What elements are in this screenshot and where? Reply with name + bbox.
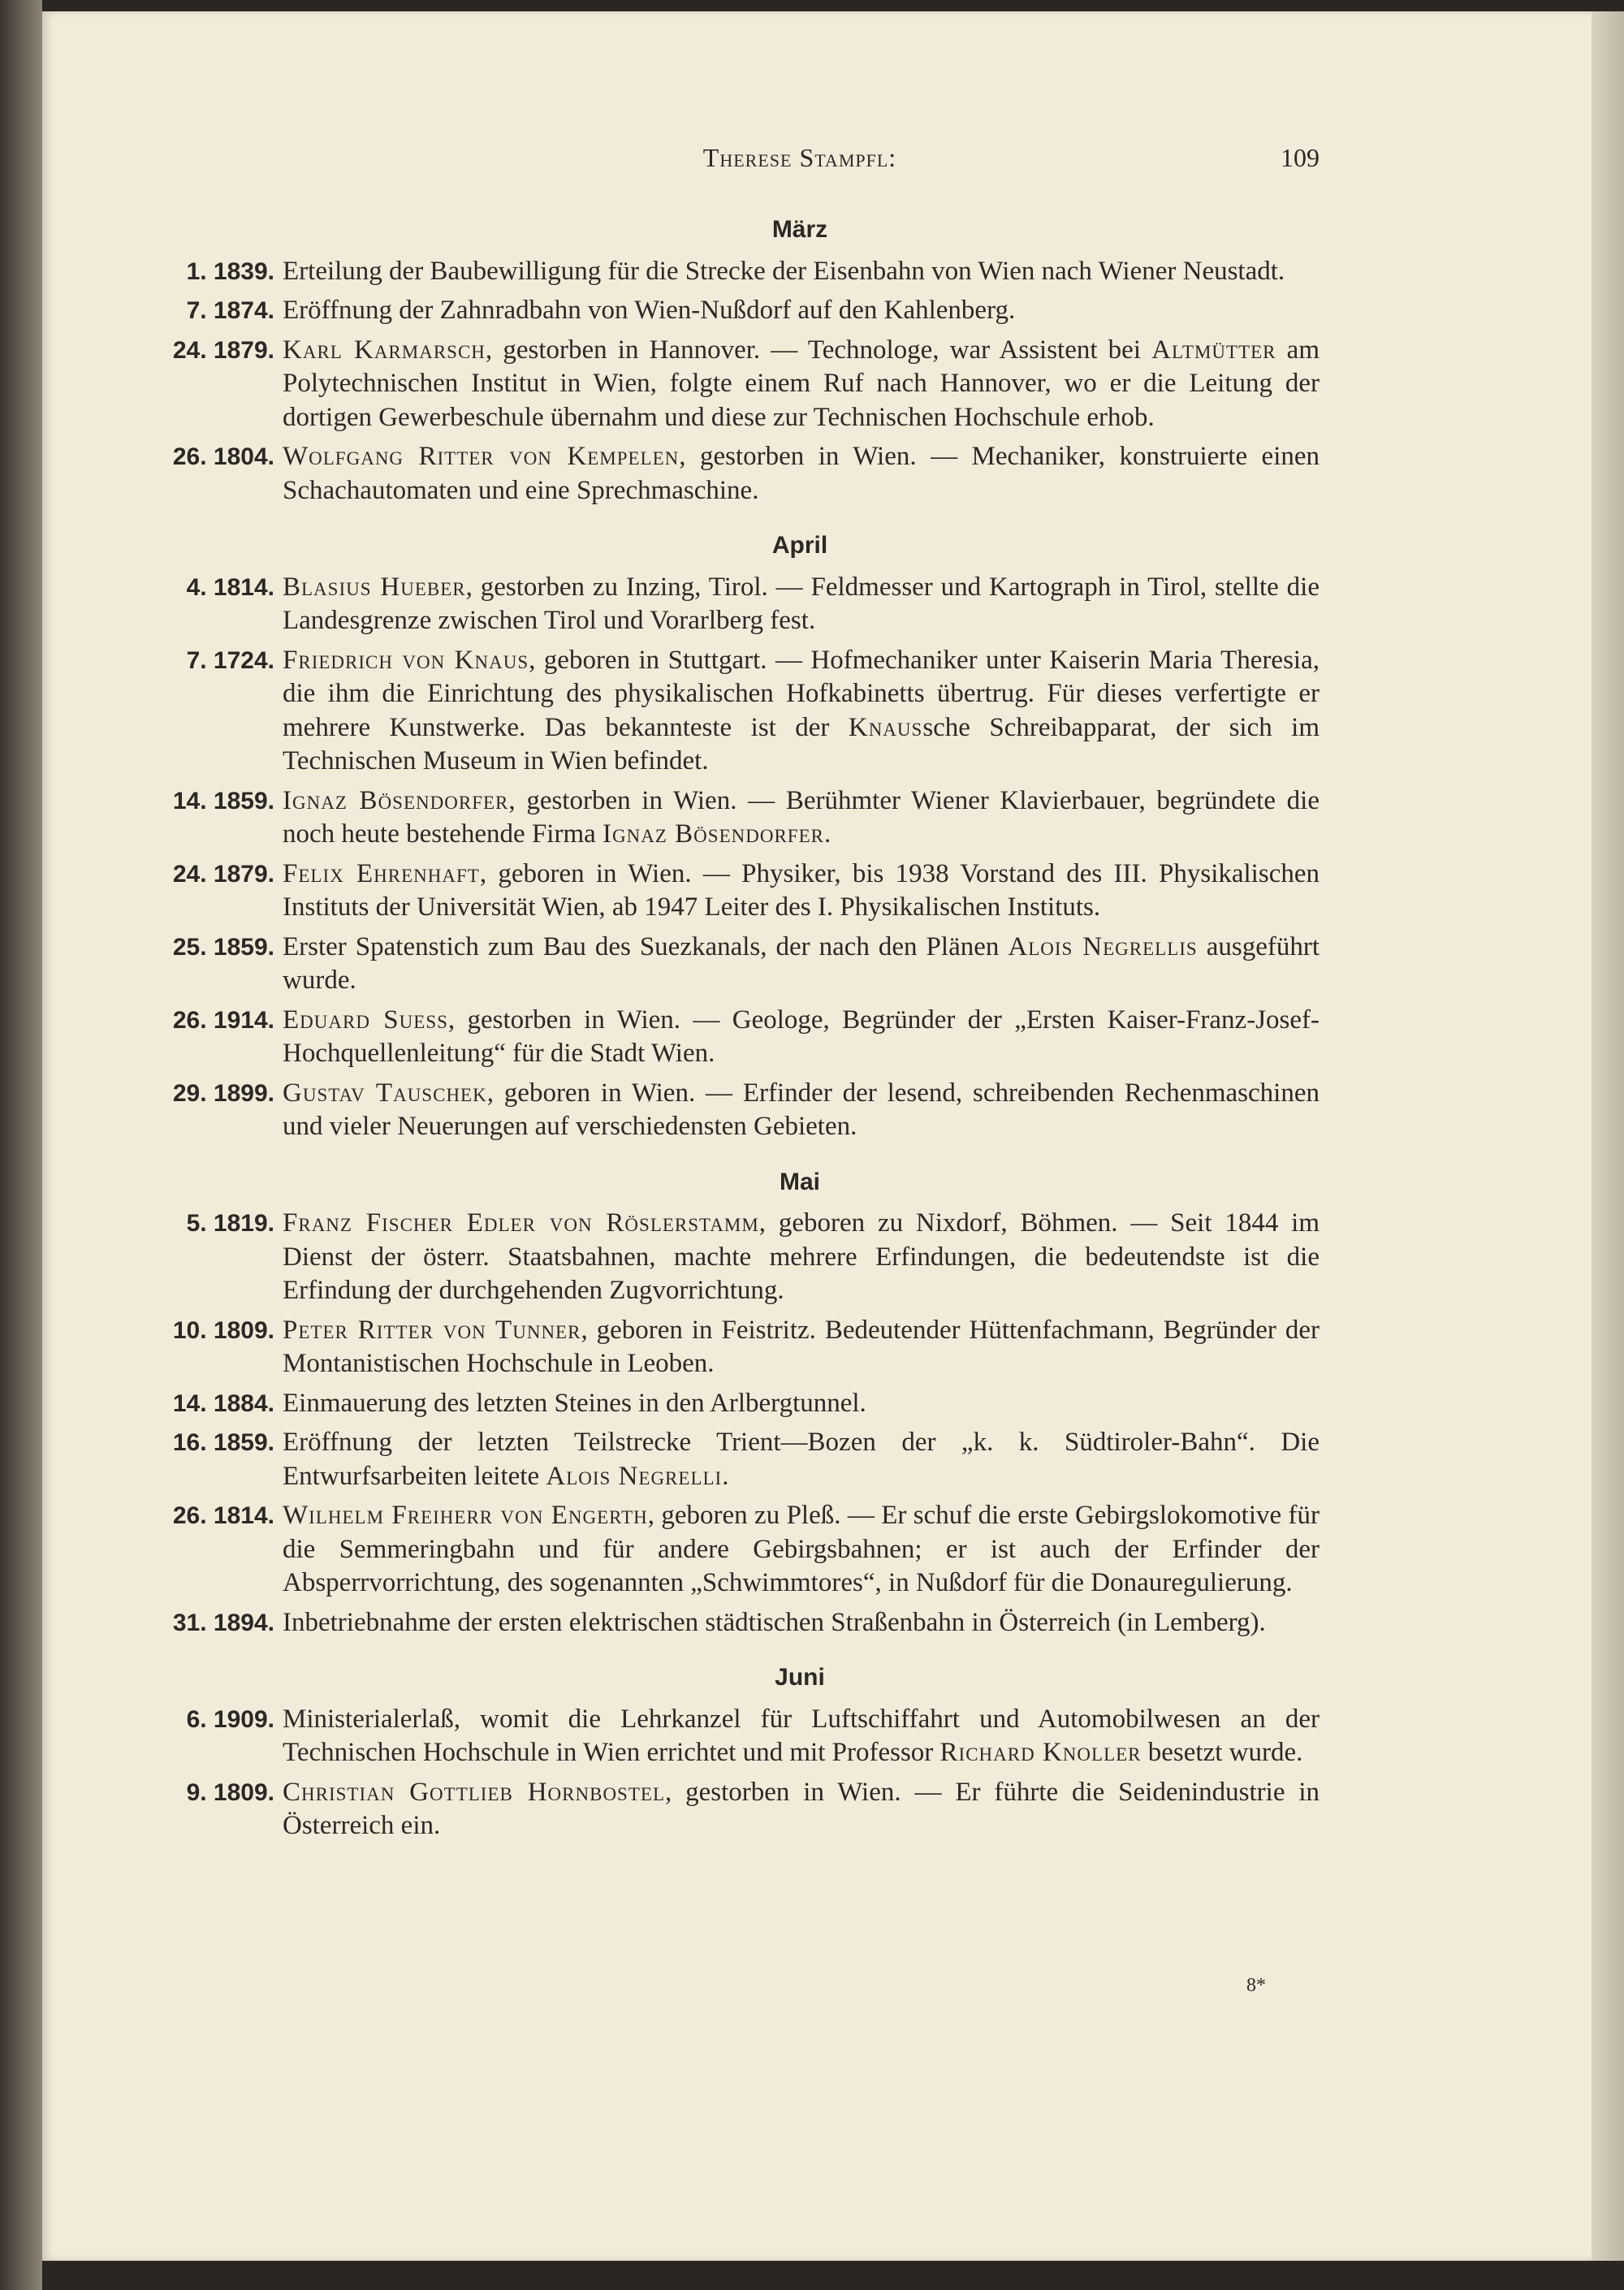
entry-text: [283, 440, 1320, 508]
entry-text-run: Inbetriebnahme der ersten elektrischen städtischen Straßenbahn in Österreich (in Lemberg).: [283, 1607, 1266, 1637]
entry-text-run: .: [823, 819, 831, 849]
entry-date: 1. 1839.: [186, 257, 274, 285]
entry-text: [283, 1314, 1320, 1381]
chronology-entry: [146, 571, 1320, 638]
chronology-entry: [146, 858, 1320, 925]
entry-text-run: , gestorben zu Inzing, Tirol. — Feldmesser und Kartograph in Tirol, stellte die Landesgrenze zwischen Tirol und Vorarlberg fest.: [283, 572, 1320, 635]
person-name: Christian Gottlieb Hornbostel: [283, 1777, 665, 1807]
chronology-entry: [146, 1387, 1320, 1421]
entry-text-run: am Polytechnischen Institut in Wien, folgte einem Ruf nach Hannover, wo er die Leitung der dortigen Gewerbeschule übernahm und diese zur Technischen Hochschule erhob.: [283, 335, 1320, 432]
person-name: Franz Fischer Edler von Röslerstamm: [283, 1208, 759, 1238]
entry-text-run: , geboren zu Pleß. — Er schuf die erste Gebirgslokomotive für die Semmeringbahn und für andere Gebirgsbahnen; er ist auch der Erfinder der Absperrvorrichtung, des sogenannten „Schwimmtores“, in Nußdorf für die Donauregulierung.: [283, 1501, 1320, 1597]
entry-date: 24. 1879.: [172, 860, 274, 888]
entry-text: [283, 644, 1320, 779]
entry-text-run: , geboren in Wien. — Physiker, bis 1938 Vorstand des III. Physikalischen Instituts der Universität Wien, ab 1947 Leiter des I. Physikalischen Instituts.: [283, 858, 1320, 922]
chronology-entry: [146, 255, 1320, 289]
running-header: [280, 143, 1320, 179]
person-name: Eduard Suess: [283, 1005, 448, 1035]
entry-date: 6. 1909.: [186, 1705, 274, 1733]
entry-date: 4. 1814.: [186, 573, 274, 601]
person-name: Peter Ritter von Tunner: [283, 1315, 581, 1345]
book-spine-edge: [0, 0, 42, 2290]
chronology-entry: [146, 931, 1320, 998]
entry-text: [283, 1499, 1320, 1601]
entry-text-run: .: [722, 1461, 729, 1491]
month-heading: März: [771, 216, 828, 243]
entry-date: 26. 1804.: [172, 443, 274, 470]
entry-text: [283, 1776, 1320, 1843]
entry-date: 26. 1814.: [172, 1502, 274, 1529]
chronology-entry: [146, 1314, 1320, 1381]
entry-date: 10. 1809.: [172, 1316, 274, 1344]
signature-mark: 8*: [1246, 1975, 1266, 1996]
chronology-entry: [146, 1004, 1320, 1071]
entry-text-run: Erster Spatenstich zum Bau des Suezkanals, der nach den Plänen: [283, 931, 1009, 961]
person-name: Gustav Tauschek: [283, 1078, 487, 1108]
entry-text-run: , geboren zu Nixdorf, Böhmen. — Seit 1844 im Dienst der österr. Staatsbahnen, machte mehrere Erfindungen, die bedeutendste ist die Erfindung der durchgehenden Zugvorrichtung.: [283, 1208, 1320, 1305]
entry-text: [283, 334, 1320, 435]
person-name: Altmütter: [1151, 335, 1276, 365]
entry-text-run: , gestorben in Wien. — Berühmter Wiener Klavierbauer, begründete die noch heute bestehende Firma: [283, 785, 1320, 849]
entry-text: [283, 1004, 1320, 1071]
entry-text-run: , geboren in Feistritz. Bedeutender Hüttenfachmann, Begründer der Montanistischen Hochschule in Leoben.: [283, 1315, 1320, 1378]
chronology-entry: [146, 294, 1320, 328]
chronology: [146, 213, 1320, 1849]
entry-text: [283, 931, 1320, 998]
entry-text: [283, 571, 1320, 638]
entry-text-run: besetzt wurde.: [1141, 1738, 1303, 1767]
entry-date: 26. 1914.: [172, 1006, 274, 1034]
entry-text: [283, 1703, 1320, 1770]
entry-text-run: , gestorben in Wien. — Er führte die Seidenindustrie in Österreich ein.: [283, 1777, 1320, 1840]
chronology-entry: [146, 784, 1320, 852]
month-heading: April: [771, 532, 828, 559]
entry-text: [283, 255, 1320, 289]
entry-text-run: sche Schreibapparat, der sich im Technischen Museum in Wien befindet.: [283, 712, 1320, 776]
chronology-entry: [146, 1207, 1320, 1308]
chronology-entry: [146, 1703, 1320, 1770]
entry-text-run: , gestorben in Wien. — Geologe, Begründer der „Ersten Kaiser-Franz-Josef-Hochquellenleitung“ für die Stadt Wien.: [283, 1005, 1320, 1068]
entry-date: 16. 1859.: [172, 1429, 274, 1456]
person-name: Friedrich von Knaus: [283, 645, 529, 675]
entry-text: [283, 784, 1320, 852]
page-number: 109: [1281, 143, 1320, 172]
entry-text-run: Einmauerung des letzten Steines in den Arlbergtunnel.: [283, 1388, 866, 1418]
month-heading: Mai: [779, 1168, 820, 1195]
entry-text: [283, 294, 1320, 328]
page-edge: [1592, 11, 1624, 2261]
entry-date: 7. 1874.: [186, 297, 274, 324]
entry-date: 14. 1884.: [172, 1389, 274, 1417]
entry-text: [283, 858, 1320, 925]
person-name: Alois Negrelli: [546, 1461, 723, 1491]
entry-text: [283, 1426, 1320, 1493]
running-title: Therese Stampfl:: [702, 143, 897, 172]
person-name: Alois Negrellis: [1008, 931, 1198, 961]
person-name: Wolfgang Ritter von Kempelen: [283, 442, 680, 471]
entry-text: [283, 1207, 1320, 1308]
chronology-entry: [146, 1077, 1320, 1144]
person-name: Felix Ehrenhaft: [283, 858, 480, 888]
chronology-entry: [146, 1499, 1320, 1601]
entry-text-run: , geboren in Stuttgart. — Hofmechaniker unter Kaiserin Maria Theresia, die ihm die Einrichtung des physikalischen Hofkabinetts übertrug. Für dieses verfertigte er mehrere Kunstwerke. Das bekannteste ist der: [283, 645, 1320, 742]
entry-text-run: ausgeführt wurde.: [283, 931, 1320, 995]
entry-text-run: , gestorben in Wien. — Mechaniker, konstruierte einen Schachautomaten und eine Sprechmaschine.: [283, 442, 1320, 505]
entry-date: 5. 1819.: [186, 1210, 274, 1237]
chronology-entry: [146, 1426, 1320, 1493]
person-name: Wilhelm Freiherr von Engerth: [283, 1501, 648, 1530]
entry-text-run: Ministerialerlaß, womit die Lehrkanzel für Luftschiffahrt und Automobilwesen an der Technischen Hochschule in Wien errichtet und mit Professor: [283, 1704, 1320, 1767]
chronology-entry: [146, 440, 1320, 508]
entry-text-run: , gestorben in Hannover. — Technologe, war Assistent bei: [485, 335, 1152, 365]
chronology-entry: [146, 644, 1320, 779]
entry-date: 24. 1879.: [172, 336, 274, 364]
entry-text-run: Eröffnung der letzten Teilstrecke Trient—Bozen der „k. k. Südtiroler-Bahn“. Die Entwurfsarbeiten leitete: [283, 1428, 1320, 1491]
person-name: Ignaz Bösendorfer: [603, 819, 824, 849]
entry-text-run: Erteilung der Baubewilligung für die Strecke der Eisenbahn von Wien nach Wiener Neustadt.: [283, 256, 1285, 286]
chronology-entry: [146, 1606, 1320, 1640]
entry-date: 9. 1809.: [186, 1778, 274, 1806]
entry-text: [283, 1387, 1320, 1421]
person-name: Richard Knoller: [939, 1738, 1142, 1767]
month-heading: Juni: [775, 1664, 825, 1691]
entry-text: [283, 1606, 1320, 1640]
entry-text: [283, 1077, 1320, 1144]
person-name: Blasius Hueber: [283, 572, 466, 602]
entry-date: 31. 1894.: [172, 1609, 274, 1636]
chronology-entry: [146, 334, 1320, 435]
entry-text-run: , geboren in Wien. — Erfinder der lesend, schreibenden Rechenmaschinen und vieler Neuerungen auf verschiedensten Gebieten.: [283, 1078, 1320, 1141]
person-name: Ignaz Bösendorfer: [283, 785, 509, 815]
entry-date: 29. 1899.: [172, 1079, 274, 1107]
entry-date: 25. 1859.: [172, 933, 274, 961]
entry-date: 7. 1724.: [186, 646, 274, 674]
person-name: Knaus: [848, 712, 923, 742]
chronology-entry: [146, 1776, 1320, 1843]
entry-text-run: Eröffnung der Zahnradbahn von Wien-Nußdorf auf den Kahlenberg.: [283, 296, 1016, 325]
person-name: Karl Karmarsch: [283, 335, 486, 365]
entry-date: 14. 1859.: [172, 787, 274, 814]
